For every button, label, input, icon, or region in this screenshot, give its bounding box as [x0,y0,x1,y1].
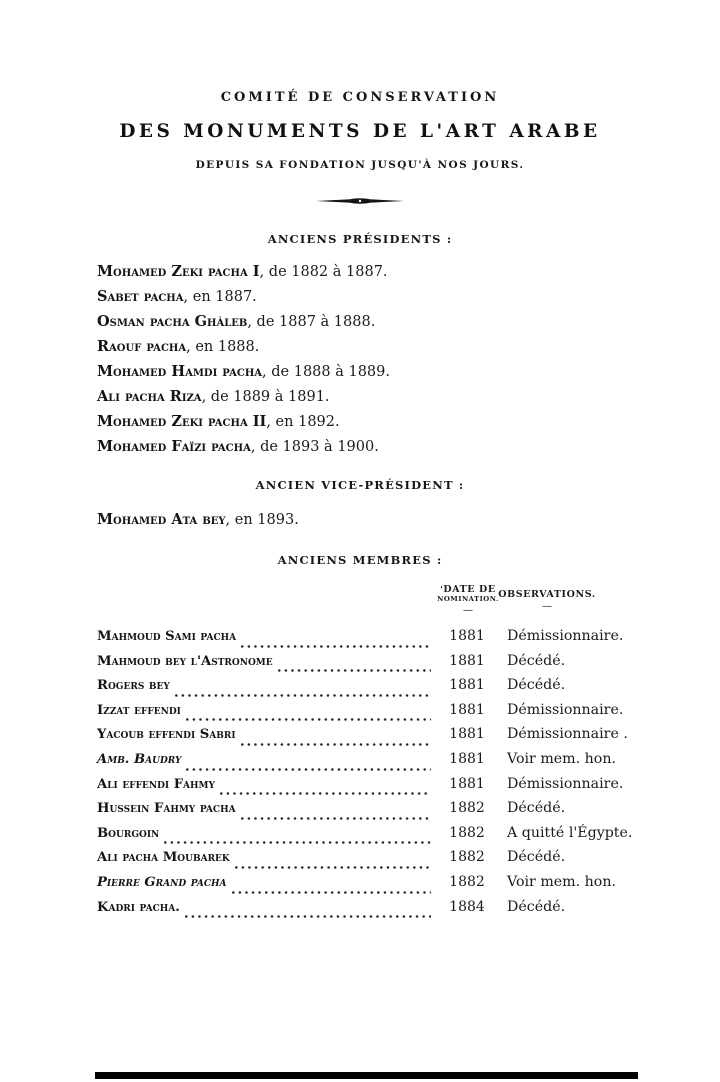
president-detail: , de 1888 à 1889. [262,364,390,380]
table-row [97,702,632,727]
president-name: Sabet pacha [97,288,184,305]
list-item [97,408,637,433]
member-name: Yacoub effendi Sabri [97,727,236,743]
table-row [97,751,632,776]
table-row [97,874,632,899]
member-year: 1881 [449,701,485,718]
member-observation: Décédé. [507,652,566,669]
president-name: Mohamed Hamdi pacha [97,363,263,380]
dot-leader [241,742,431,747]
member-observation: Décédé. [507,898,566,915]
member-observation: Démissionnaire. [507,775,624,792]
section-heading-presidents: ANCIENS PRÉSIDENTS : [267,232,453,246]
member-observation: Voir mem. hon. [507,750,616,767]
president-name: Ali pacha Riza [97,388,202,405]
president-name: Mohamed Zeki pacha II [97,413,267,430]
member-name: Pierre Grand pacha [97,874,227,890]
member-name: Rogers bey [97,678,170,694]
scan-mark: ' [440,584,444,594]
dot-leader [241,644,431,649]
table-row [97,628,632,653]
column-header-observations [482,589,612,612]
member-name: Mahmoud Sami pacha [97,629,237,644]
dot-leader [232,890,432,895]
member-name: Izzat effendi [97,702,181,718]
tapered-rule-ornament-icon [316,196,404,206]
member-observation: Démissionnaire. [507,628,624,644]
member-year: 1881 [449,726,485,743]
members-table [97,628,632,923]
list-item [97,383,637,408]
page-title: COMITÉ DE CONSERVATION [220,90,500,105]
dot-leader [175,693,431,698]
dot-leader [278,668,431,673]
scan-artifact-bar [95,1072,638,1079]
list-item [97,358,637,383]
president-detail: , de 1889 à 1891. [201,389,330,405]
member-name: Hussein Fahmy pacha [97,801,236,817]
column-header-date-line1: 'DATE DE [440,584,496,595]
list-item [97,333,637,358]
member-observation: Décédé. [507,800,566,817]
member-year: 1882 [449,800,485,817]
table-row [97,800,632,825]
member-year: 1881 [449,750,485,767]
member-year: 1882 [449,873,485,890]
dot-leader [241,816,431,821]
member-observation: Démissionnaire. [507,701,624,718]
member-observation: Décédé. [507,849,566,866]
list-item [97,308,637,333]
president-detail: , de 1882 à 1887. [259,264,388,280]
member-year: 1881 [449,628,485,644]
member-name: Ali pacha Moubarek [97,850,230,866]
member-name: Amb. Baudry [97,751,182,767]
president-detail: , en 1892. [266,414,340,430]
dot-leader [186,717,431,722]
dot-leader [235,865,431,870]
president-name: Raouf pacha [97,338,187,355]
member-name: Kadri pacha. [97,899,180,915]
president-detail: , de 1887 à 1888. [247,314,376,330]
page-subtitle: DES MONUMENTS DE L'ART ARABE [119,121,601,142]
list-item [97,283,637,308]
dot-leader [185,914,431,919]
member-observation: A quitté l'Égypte. [507,824,633,841]
member-name: Mahmoud bey l'Astronome [97,653,273,669]
table-row [97,899,632,924]
header-dash: — [463,605,473,616]
president-name: Mohamed Faïzi pacha [97,438,251,455]
column-header-observations-label: OBSERVATIONS. [498,589,596,600]
member-observation: Voir mem. hon. [507,873,616,890]
member-year: 1881 [449,677,485,694]
member-name: Bourgoin [97,825,160,841]
member-name: Ali effendi Fahmy [97,776,215,792]
president-detail: , en 1888. [186,339,260,355]
dot-leader [220,791,431,796]
section-heading-members: ANCIENS MEMBRES : [277,553,443,567]
table-row [97,653,632,678]
list-item [97,258,637,283]
column-header-date-line2: NOMINATION. [437,595,499,603]
member-year: 1882 [449,849,485,866]
dot-leader [164,840,431,845]
president-name: Mohamed Zeki pacha I [97,263,260,280]
member-year: 1882 [449,824,485,841]
member-observation: Décédé. [507,677,566,694]
table-row [97,776,632,801]
member-year: 1881 [449,652,485,669]
table-row [97,825,632,850]
president-detail: , en 1887. [183,289,257,305]
member-observation: Démissionnaire . [507,726,628,743]
table-row [97,849,632,874]
section-divider [0,191,720,210]
section-heading-vice-president: ANCIEN VICE-PRÉSIDENT : [255,478,465,492]
president-name: Osman pacha Ghàleb [97,313,248,330]
president-detail: , de 1893 à 1900. [250,439,379,455]
table-row [97,726,632,751]
member-year: 1884 [449,898,485,915]
header-dash: — [542,601,552,612]
vice-president-item [97,506,299,531]
list-item [97,433,637,458]
vice-president-detail: , en 1893. [225,512,299,528]
vice-president-name: Mohamed Ata bey [97,511,226,528]
page-tagline: DEPUIS SA FONDATION JUSQU'À NOS JOURS. [195,159,525,171]
table-row [97,677,632,702]
member-year: 1881 [449,775,485,792]
dot-leader [186,767,431,772]
presidents-list [97,258,637,458]
